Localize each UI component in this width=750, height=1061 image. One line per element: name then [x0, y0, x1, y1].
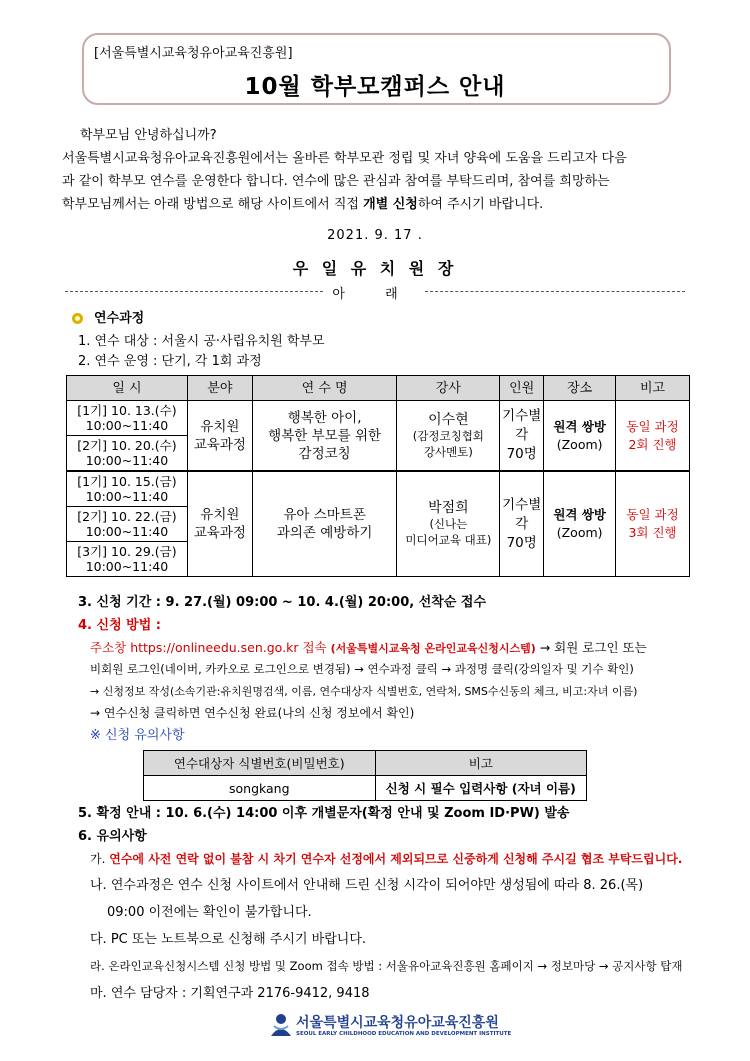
caution-ga-prefix: 가.: [90, 852, 106, 866]
bullet-icon: [72, 313, 83, 324]
col-field: 분야: [187, 376, 252, 401]
apply-method-title: 4. 신청 방법 :: [78, 618, 161, 633]
school-signature: 우 일 유 치 원 장: [292, 259, 458, 278]
institute-emblem-icon: [268, 1012, 294, 1038]
note-col-header: 비고: [375, 751, 586, 776]
lecturer-cell: 이수현 (감정코칭협회 강사멘토): [397, 401, 500, 472]
method-login: → 회원 로그인 또는: [539, 640, 647, 655]
caution-ra: 라. 온라인교육신청시스템 신청 방법 및 Zoom 접속 방법 : 서울유아교육진흥원 홈페이지 → 정보마당 → 공지사항 탑재: [90, 959, 683, 973]
intro-emphasis: 개별 신청: [363, 197, 418, 212]
place-cell: 원격 쌍방 (Zoom): [544, 401, 616, 472]
divider-right: [425, 291, 685, 292]
people-cell: 기수별 각 70명: [500, 401, 544, 472]
method-line-4: → 연수신청 클릭하면 연수신청 완료(나의 신청 정보에서 확인): [90, 706, 415, 720]
note-cell: 동일 과정 2회 진행: [616, 401, 690, 472]
intro-line-3: [62, 193, 543, 216]
table-row: [67, 471, 690, 507]
intro-line-2: 과 같이 학부모 연수를 운영한다 합니다. 연수에 많은 관심과 참여를 부탁드리며, 참여를 희망하는: [62, 174, 610, 189]
operation-line: 2. 연수 운영 : 단기, 각 1회 과정: [78, 354, 262, 369]
id-table-header: [144, 751, 587, 776]
logo-english: SEOUL EARLY CHILDHOOD EDUCATION AND DEVELOPMENT INSTITUTE: [296, 1031, 512, 1037]
col-place: 장소: [544, 376, 616, 401]
intro-line-3-b: 하여 주시기 바랍니다.: [417, 197, 544, 212]
method-line-1: [90, 636, 647, 660]
place-cell: 원격 쌍방 (Zoom): [544, 471, 616, 577]
target-line: 1. 연수 대상 : 서울시 공·사립유치원 학부모: [78, 334, 325, 349]
apply-period: 3. 신청 기간 : 9. 27.(월) 09:00 ~ 10. 4.(월) 20:00, 선착순 접수: [78, 595, 487, 610]
id-value: songkang: [144, 776, 376, 801]
ahrae-label: 아 래: [332, 287, 416, 302]
intro-line-3-a: 학부모님께서는 아래 방법으로 해당 사이트에서 직접: [62, 197, 359, 212]
date-cell: [2기] 10. 20.(수) 10:00~11:40: [67, 436, 188, 472]
apply-notice: ※ 신청 유의사항: [90, 728, 185, 743]
course-cell: 유아 스마트폰 과의존 예방하기: [252, 471, 397, 577]
method-line-3: → 신청정보 작성(소속기관:유치원명검색, 이름, 연수대상자 식별번호, 연락처, SMS수신동의 체크, 비고:자녀 이름): [90, 685, 638, 698]
course-cell: 행복한 아이, 행복한 부모를 위한 감정코칭: [252, 401, 397, 472]
method-url[interactable]: 주소창 https://onlineedu.sen.go.kr 접속: [90, 640, 327, 655]
people-cell: 기수별 각 70명: [500, 471, 544, 577]
divider-left: [65, 291, 323, 292]
page-title: 10월 학부모캠퍼스 안내: [244, 74, 506, 100]
schedule-table: [66, 375, 690, 577]
logo-korean: 서울특별시교육청유아교육진흥원: [296, 1015, 499, 1031]
greeting: 학부모님 안녕하십니까?: [80, 128, 217, 143]
caution-ga-text: 연수에 사전 연락 없이 불참 시 차기 연수자 선정에서 제외되므로 신중하게 신청해 주시길 협조 부탁드립니다.: [109, 852, 683, 866]
confirm-line: 5. 확정 안내 : 10. 6.(수) 14:00 이후 개별문자(확정 안내 및 Zoom ID·PW) 발송: [78, 806, 570, 821]
method-line-2: 비회원 로그인(네이버, 카카오로 로그인으로 변경됨) → 연수과정 클릭 → 과정명 클릭(강의일자 및 기수 확인): [90, 662, 634, 676]
caution-da: 다. PC 또는 노트북으로 신청해 주시기 바랍니다.: [90, 932, 367, 947]
intro-line-1: 서울특별시교육청유아교육진흥원에서는 올바른 학부모관 정립 및 자녀 양육에 도움을 드리고자 다음: [62, 151, 627, 166]
id-col-header: 연수대상자 식별번호(비밀번호): [144, 751, 376, 776]
lecturer-cell: 박점희 (신나는 미디어교육 대표): [397, 471, 500, 577]
col-people: 인원: [500, 376, 544, 401]
date-cell: [3기] 10. 29.(금) 10:00~11:40: [67, 542, 188, 577]
col-note: 비고: [616, 376, 690, 401]
date-cell: [2기] 10. 22.(금) 10:00~11:40: [67, 507, 188, 542]
date-cell: [1기] 10. 15.(금) 10:00~11:40: [67, 471, 188, 507]
section-title: 연수과정: [94, 311, 145, 326]
method-system: (서울특별시교육청 온라인교육신청시스템): [330, 642, 536, 655]
col-course: 연 수 명: [252, 376, 397, 401]
caution-ma: 마. 연수 담당자 : 기획연구과 2176-9412, 9418: [90, 986, 370, 1001]
table-row: [144, 776, 587, 801]
table-row: [67, 401, 690, 436]
field-cell: 유치원 교육과정: [187, 401, 252, 472]
id-note: 신청 시 필수 입력사항 (자녀 이름): [375, 776, 586, 801]
table-header-row: [67, 376, 690, 401]
caution-na-2: 09:00 이전에는 확인이 불가합니다.: [107, 905, 312, 920]
caution-na-1: 나. 연수과정은 연수 신청 사이트에서 안내해 드린 신청 시각이 되어야만 생성됨에 따라 8. 26.(목): [90, 878, 644, 893]
header-org: [서울특별시교육청유아교육진흥원]: [94, 46, 293, 61]
caution-ga: [90, 848, 682, 871]
notice-date: 2021. 9. 17 .: [327, 228, 423, 243]
cautions-title: 6. 유의사항: [78, 829, 147, 844]
col-date: 일 시: [67, 376, 188, 401]
col-lecturer: 강사: [397, 376, 500, 401]
id-table: [143, 750, 587, 801]
note-cell: 동일 과정 3회 진행: [616, 471, 690, 577]
date-cell: [1기] 10. 13.(수) 10:00~11:40: [67, 401, 188, 436]
field-cell: 유치원 교육과정: [187, 471, 252, 577]
